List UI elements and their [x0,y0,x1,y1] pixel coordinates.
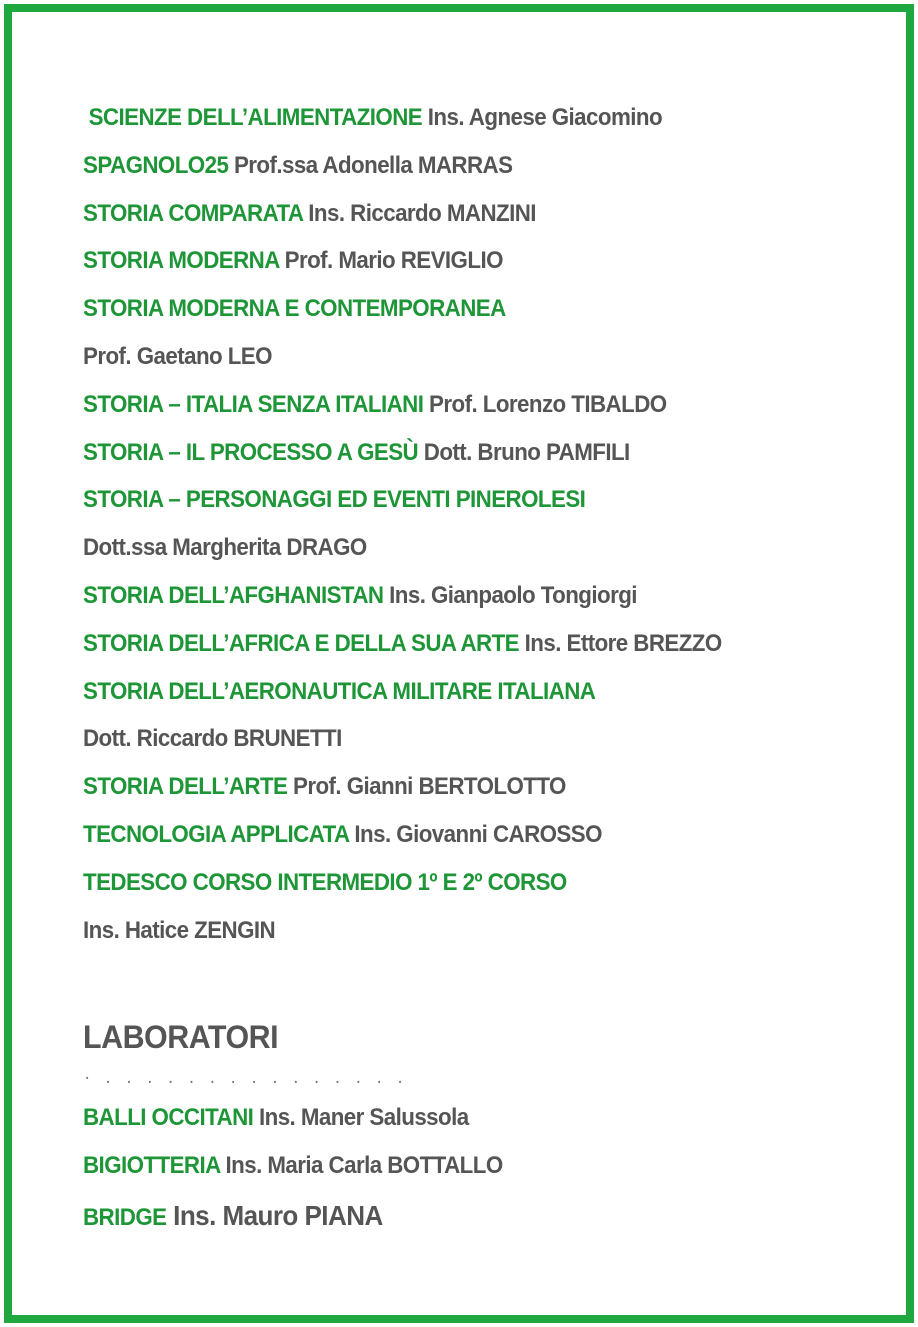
course-line [83,381,827,429]
section-gap [83,954,883,1014]
course-line [83,811,827,859]
teacher-name: Prof. Lorenzo TIBALDO [429,390,667,418]
teacher-name: Ins. Gianpaolo Tongiorgi [389,581,637,609]
course-title: STORIA DELL’AFGHANISTAN [83,581,384,609]
lab-line [83,1142,827,1190]
teacher-name: Dott. Bruno PAMFILI [423,438,630,466]
course-title: STORIA COMPARATA [83,199,303,227]
teacher-name: Prof.ssa Adonella MARRAS [233,151,513,179]
teacher-name: Dott.ssa Margherita DRAGO [83,534,367,562]
teacher-name: Ins. Ettore BREZZO [524,629,722,657]
course-title: SCIENZE DELL’ALIMENTAZIONE [88,104,423,131]
teacher-name: Prof. Mario REVIGLIO [284,247,503,275]
lab-title: BIGIOTTERIA [83,1152,220,1180]
course-title: STORIA DELL’ARTE [83,773,288,801]
teacher-name: Ins. Agnese Giacomino [427,104,663,131]
lab-title: BRIDGE [83,1203,167,1231]
teacher-name: Ins. Riccardo MANZINI [308,199,536,227]
lab-line [83,1190,827,1242]
teacher-name: Ins. Mauro PIANA [173,1199,383,1231]
course-line [83,285,827,333]
course-title: STORIA MODERNA [83,247,279,275]
course-line [83,620,827,668]
lab-line [83,1094,827,1142]
course-title: TECNOLOGIA APPLICATA [83,820,349,848]
section-title-laboratori: LABORATORI [83,1019,279,1056]
course-line [83,237,827,285]
teacher-name: Prof. Gaetano LEO [83,342,272,370]
course-title: STORIA DELL’AERONAUTICA MILITARE ITALIANA [83,677,596,705]
course-line [83,94,827,142]
page-frame [4,4,914,1323]
course-line [83,668,827,716]
teacher-name: Ins. Giovanni CAROSSO [354,820,602,848]
teacher-name: Ins. Maria Carla BOTTALLO [225,1152,503,1180]
course-list [83,94,883,1242]
course-title: SPAGNOLO25 [83,151,229,179]
lab-title: BALLI OCCITANI [83,1104,254,1132]
course-title: STORIA MODERNA E CONTEMPORANEA [83,295,506,323]
course-line [83,142,827,190]
course-title: STORIA – IL PROCESSO A GESÙ [83,438,419,466]
course-title: STORIA – PERSONAGGI ED EVENTI PINEROLESI [83,486,586,514]
course-title: STORIA DELL’AFRICA E DELLA SUA ARTE [83,629,519,657]
course-line [83,715,827,763]
course-line [83,572,827,620]
course-title: TEDESCO CORSO INTERMEDIO 1º E 2º CORSO [83,868,567,896]
course-line [83,476,827,524]
teacher-name: Ins. Hatice ZENGIN [83,916,276,944]
course-line [83,190,827,238]
teacher-name: Dott. Riccardo BRUNETTI [83,725,342,753]
course-title: STORIA – ITALIA SENZA ITALIANI [83,390,424,418]
course-line [83,763,827,811]
teacher-name: Prof. Gianni BERTOLOTTO [293,773,566,801]
teacher-name: Ins. Maner Salussola [258,1104,469,1132]
course-line [83,524,827,572]
course-line [83,333,827,381]
course-line [83,859,827,907]
course-line [83,429,827,477]
course-line [83,907,827,955]
dotted-separator: · . . . . . . . . . . . . . . . [83,1071,407,1088]
